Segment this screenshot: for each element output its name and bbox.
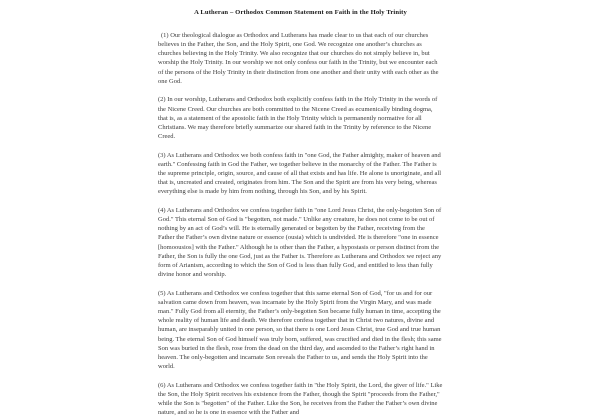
paragraph-6: (6) As Lutherans and Orthodox we confess together faith in "the Holy Spirit, the Lord, the giver of life." Like the Son, the Holy Spirit receives his existence from the Father, though the Spirit "proceeds from the Father," while the Son is "begotten" of the Father. Like the Son, he receives from the Father the Father’s own divine nature, and so he is one in essence with the Father and <box>158 381 443 417</box>
page-title: A Lutheran – Orthodox Common Statement on Faith in the Holy Trinity <box>194 9 407 16</box>
paragraph-4: (4) As Lutherans and Orthodox we confess together faith in "one Lord Jesus Christ, the only-begotten Son of God." This eternal Son of God is "begotten, not made." Unlike any creature, he does not come to be out of nothing by an act of God’s will. He is eternally generated or begotten by the Father, receiving from the Father the Father’s own divine nature or essence (ousia) which is undivided. He is therefore "one in essence [homoousios] with the Father." Although he is other than the Father, a hypostasis or person distinct from the Father, the Son is fully the one God, just as the Father is. Therefore as Lutherans and Orthodox we reject any form of Arianism, according to which the Son of God is less than fully God, and entitled to less than fully divine honor and worship. <box>158 206 442 279</box>
paragraph-3: (3) As Lutherans and Orthodox we both confess faith in "one God, the Father almighty, maker of heaven and earth." Confessing faith in God the Father, we together believe in the monarchy of the Father. The Father is the supreme principle, origin, source, and cause of all that exists and has life. He alone is unoriginate, and all that is, uncreated and created, originates from him. The Son and the Spirit are from his very being, whereas everything else is made by him from nothing, through his Son, and by his Spirit. <box>158 151 442 196</box>
document-text-column <box>158 0 443 417</box>
paragraph-1: (1) Our theological dialogue as Orthodox and Lutherans has made clear to us that each of our churches believes in the Father, the Son, and the Holy Spirit, one God. We recognize one another’s churches as churches believing in the Holy Trinity. We also recognize that our churches do not simply believe in, but worship the Holy Trinity. In our worship we not only confess our faith in the Trinity, but we encounter each of the persons of the Holy Trinity in their distinction from one another and their unity with each other as the one God. <box>158 31 439 85</box>
paragraph-5: (5) As Lutherans and Orthodox we confess together that this same eternal Son of God, "for us and for our salvation came down from heaven, was incarnate by the Holy Spirit from the Virgin Mary, and was made man." Fully God from all eternity, the Father’s only-begotten Son became fully human in time, accepting the whole reality of human life and death. We therefore confess together that in Christ two natures, divine and human, are inseparably united in one person, so that there is one Lord Jesus Christ, true God and true human being. The eternal Son of God himself was truly born, suffered, was crucified and died in the flesh; this same Son was buried in the flesh, rose from the dead on the third day, and ascended to the Father’s right hand in heaven. The only-begotten and incarnate Son reveals the Father to us, and sends the Holy Spirit into the world. <box>158 289 442 371</box>
paragraph-2: (2) In our worship, Lutherans and Orthodox both explicitly confess faith in the Holy Trinity in the words of the Nicene Creed. Our churches are both committed to the Nicene Creed as ecumenically binding dogma, that is, as a statement of the apostolic faith in the Holy Trinity which is permanently normative for all Christians. We may therefore briefly summarize our shared faith in the Trinity by reference to the Nicene Creed. <box>158 96 438 141</box>
